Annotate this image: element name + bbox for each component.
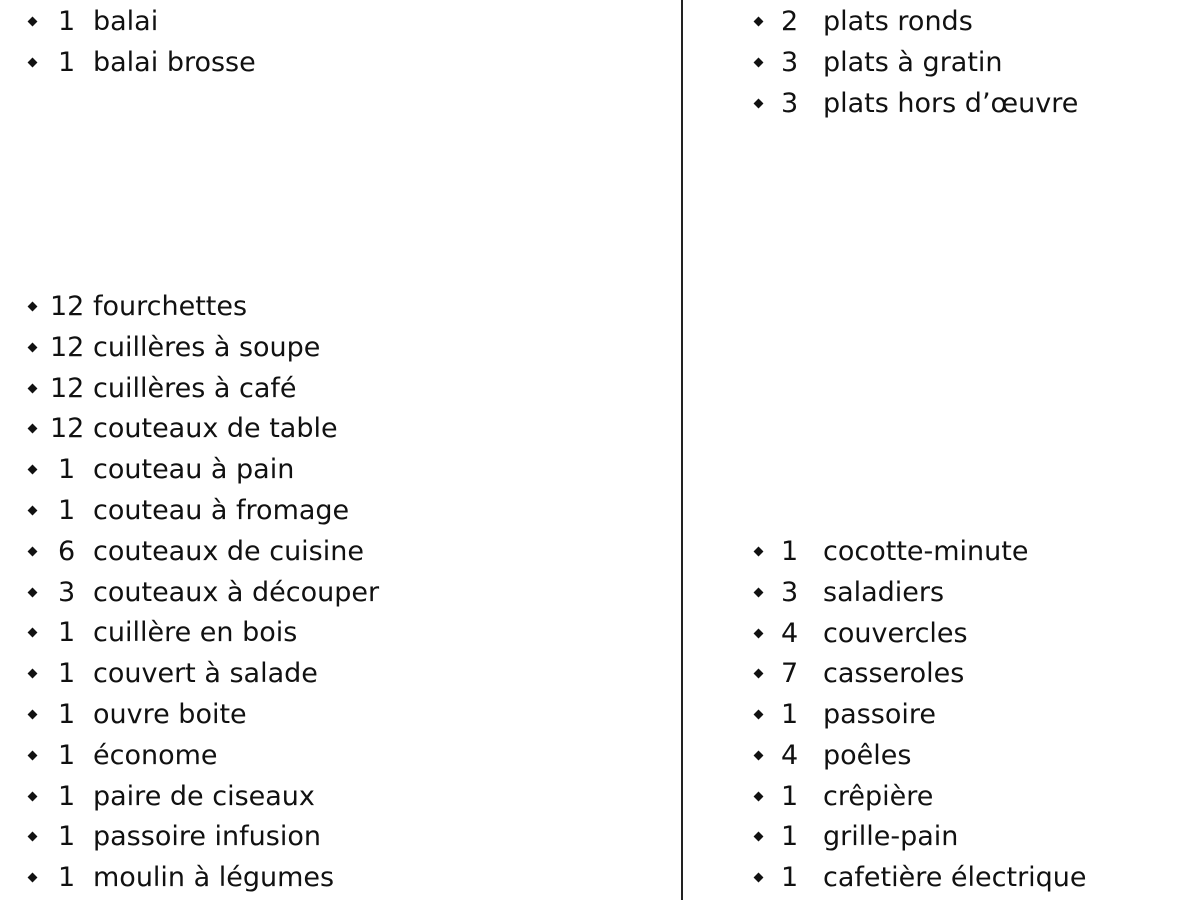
item-quantity: 4 xyxy=(781,740,799,771)
item-quantity: 1 xyxy=(58,47,76,78)
item-quantity: 3 xyxy=(781,577,799,608)
item-quantity: 1 xyxy=(781,781,799,812)
item-quantity: 1 xyxy=(58,617,76,648)
item-label: couteau à fromage xyxy=(93,495,350,526)
item-label: crêpière xyxy=(823,781,934,812)
item-quantity: 1 xyxy=(58,740,76,771)
list-item xyxy=(0,614,1200,654)
item-quantity: 3 xyxy=(58,577,76,608)
diamond-bullet-icon xyxy=(754,58,764,68)
item-label: couteaux à découper xyxy=(93,577,380,608)
list-item xyxy=(0,654,1200,694)
list-item xyxy=(0,817,1200,857)
item-label: couteaux de cuisine xyxy=(93,536,364,567)
item-label: moulin à légumes xyxy=(93,862,335,893)
item-label: économe xyxy=(93,740,218,771)
item-quantity: 1 xyxy=(781,862,799,893)
list-item xyxy=(0,84,1200,124)
list-item xyxy=(0,695,1200,735)
diamond-bullet-icon xyxy=(754,588,764,598)
diamond-bullet-icon xyxy=(754,832,764,842)
item-quantity: 1 xyxy=(58,699,76,730)
list-item xyxy=(0,2,1200,42)
item-quantity: 3 xyxy=(781,47,799,78)
list-item xyxy=(0,777,1200,817)
item-label: paire de ciseaux xyxy=(93,781,315,812)
item-quantity: 2 xyxy=(781,6,799,37)
item-quantity: 7 xyxy=(781,658,799,689)
diamond-bullet-icon xyxy=(754,17,764,27)
item-quantity: 1 xyxy=(781,699,799,730)
item-label: cocotte-minute xyxy=(823,536,1029,567)
list-item xyxy=(0,736,1200,776)
list-item xyxy=(0,532,1200,572)
item-label: cuillère en bois xyxy=(93,617,298,648)
item-quantity: 1 xyxy=(58,6,76,37)
diamond-bullet-icon xyxy=(754,99,764,109)
item-label: couteaux de table xyxy=(93,413,338,444)
list-item xyxy=(0,858,1200,898)
item-label: plats ronds xyxy=(823,6,973,37)
item-label: casseroles xyxy=(823,658,965,689)
item-quantity: 1 xyxy=(58,454,76,485)
item-label: ouvre boite xyxy=(93,699,247,730)
diamond-bullet-icon xyxy=(754,547,764,557)
item-quantity: 12 xyxy=(50,413,85,444)
item-quantity: 12 xyxy=(50,291,85,322)
item-quantity: 1 xyxy=(58,658,76,689)
diamond-bullet-icon xyxy=(754,792,764,802)
item-label: balai brosse xyxy=(93,47,256,78)
item-label: couvert à salade xyxy=(93,658,318,689)
diamond-bullet-icon xyxy=(754,710,764,720)
item-label: fourchettes xyxy=(93,291,248,322)
diamond-bullet-icon xyxy=(754,669,764,679)
item-label: couvercles xyxy=(823,618,968,649)
item-label: cuillères à soupe xyxy=(93,332,321,363)
item-label: passoire infusion xyxy=(93,821,321,852)
item-label: cafetière électrique xyxy=(823,862,1087,893)
item-quantity: 1 xyxy=(781,821,799,852)
item-label: plats à gratin xyxy=(823,47,1003,78)
item-label: poêles xyxy=(823,740,912,771)
item-label: saladiers xyxy=(823,577,945,608)
item-quantity: 1 xyxy=(781,536,799,567)
item-quantity: 12 xyxy=(50,373,85,404)
item-label: balai xyxy=(93,6,159,37)
item-quantity: 1 xyxy=(58,821,76,852)
item-quantity: 1 xyxy=(58,862,76,893)
diamond-bullet-icon xyxy=(754,751,764,761)
item-quantity: 6 xyxy=(58,536,76,567)
item-quantity: 1 xyxy=(58,781,76,812)
item-quantity: 12 xyxy=(50,332,85,363)
item-label: grille-pain xyxy=(823,821,959,852)
diamond-bullet-icon xyxy=(754,629,764,639)
item-label: passoire xyxy=(823,699,936,730)
item-quantity: 1 xyxy=(58,495,76,526)
item-label: plats hors d’œuvre xyxy=(823,88,1079,119)
item-quantity: 4 xyxy=(781,618,799,649)
list-item xyxy=(0,573,1200,613)
item-quantity: 3 xyxy=(781,88,799,119)
item-label: cuillères à café xyxy=(93,373,297,404)
item-label: couteau à pain xyxy=(93,454,295,485)
diamond-bullet-icon xyxy=(754,873,764,883)
list-item xyxy=(0,43,1200,83)
